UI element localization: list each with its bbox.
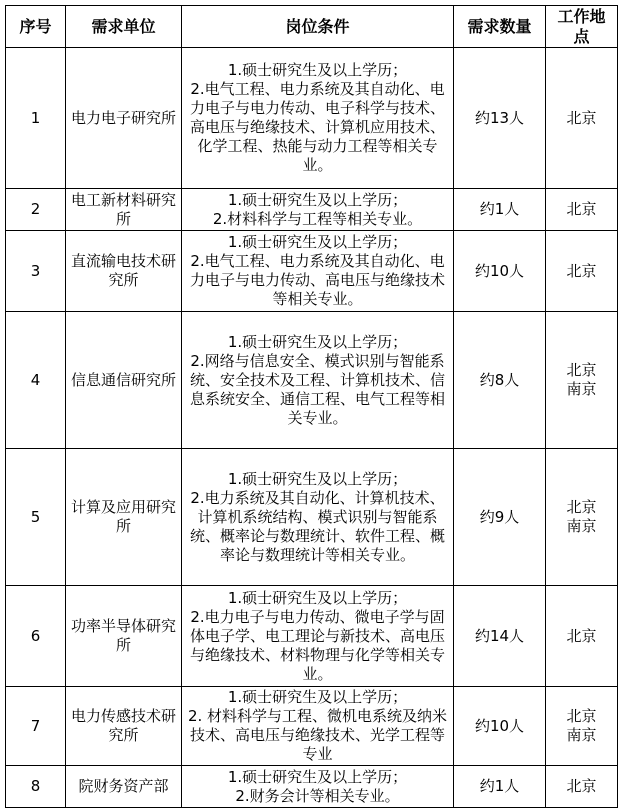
condition-line: 1.硕士研究生及以上学历； xyxy=(227,61,408,79)
header-unit: 需求单位 xyxy=(66,6,182,48)
location-city: 北京 xyxy=(566,626,597,645)
row-location xyxy=(546,766,618,808)
row-seq: 3 xyxy=(6,231,66,312)
row-conditions xyxy=(182,48,454,189)
condition-line: 2.电力系统及其自动化、计算机技术、计算机系统结构、模式识别与智能系统、概率论与数理统计、软件工程、概率论与数理统计等相关专业。 xyxy=(189,488,445,564)
location-city: 南京 xyxy=(566,380,597,398)
row-quantity: 约1人 xyxy=(454,766,546,808)
condition-line: 2.网络与信息安全、模式识别与智能系统、安全技术及工程、计算机技术、信息系统安全、通信工程、电气工程等相关专业。 xyxy=(189,351,445,427)
recruitment-table xyxy=(5,5,618,808)
row-seq: 1 xyxy=(6,48,66,189)
row-unit: 信息通信研究所 xyxy=(66,312,182,449)
condition-line: 1.硕士研究生及以上学历； xyxy=(227,767,408,786)
condition-line: 1.硕士研究生及以上学历； xyxy=(227,688,408,706)
condition-line: 2.电力电子与电力传动、微电子学与固体电子学、电工理论与新技术、高电压与绝缘技术、材料物理与化学等相关专业。 xyxy=(189,607,445,683)
condition-line: 2.财务会计等相关专业。 xyxy=(235,786,400,805)
header-row xyxy=(6,6,618,48)
row-seq: 4 xyxy=(6,312,66,449)
condition-line: 2. 材料科学与工程、微机电系统及纳米技术、高电压与绝缘技术、光学工程等专业 xyxy=(187,707,448,763)
row-conditions xyxy=(182,687,454,766)
location-city: 南京 xyxy=(566,517,597,535)
row-quantity: 约10人 xyxy=(454,687,546,766)
row-unit: 功率半导体研究所 xyxy=(66,586,182,687)
location-city: 北京 xyxy=(566,261,597,280)
row-location xyxy=(546,189,618,231)
row-quantity: 约8人 xyxy=(454,312,546,449)
row-conditions xyxy=(182,312,454,449)
row-conditions xyxy=(182,766,454,808)
row-location xyxy=(546,312,618,449)
row-seq: 8 xyxy=(6,766,66,808)
table-row xyxy=(6,449,618,586)
row-location xyxy=(546,48,618,189)
row-location xyxy=(546,449,618,586)
row-quantity: 约10人 xyxy=(454,231,546,312)
row-unit: 电力电子研究所 xyxy=(66,48,182,189)
row-seq: 2 xyxy=(6,189,66,231)
location-city: 北京 xyxy=(566,777,597,795)
condition-line: 1.硕士研究生及以上学历； xyxy=(227,588,408,607)
row-unit: 电工新材料研究所 xyxy=(66,189,182,231)
condition-line: 2.电气工程、电力系统及其自动化、电力电子与电力传动、高电压与绝缘技术等相关专业。 xyxy=(189,252,445,308)
row-unit: 计算及应用研究所 xyxy=(66,449,182,586)
header-conditions: 岗位条件 xyxy=(182,6,454,48)
row-seq: 6 xyxy=(6,586,66,687)
table-body xyxy=(6,48,618,808)
table-row xyxy=(6,189,618,231)
condition-line: 1.硕士研究生及以上学历； xyxy=(227,332,408,351)
location-city: 北京 xyxy=(566,200,597,218)
row-quantity: 约13人 xyxy=(454,48,546,189)
row-unit: 院财务资产部 xyxy=(66,766,182,808)
row-conditions xyxy=(182,449,454,586)
table-row xyxy=(6,687,618,766)
row-unit: 电力传感技术研究所 xyxy=(66,687,182,766)
row-quantity: 约9人 xyxy=(454,449,546,586)
row-location xyxy=(546,586,618,687)
row-conditions xyxy=(182,231,454,312)
location-city: 北京 xyxy=(566,361,597,379)
row-seq: 7 xyxy=(6,687,66,766)
condition-line: 1.硕士研究生及以上学历； xyxy=(227,233,408,251)
row-location xyxy=(546,687,618,766)
location-city: 北京 xyxy=(566,108,597,127)
row-conditions xyxy=(182,189,454,231)
header-quantity: 需求数量 xyxy=(454,6,546,48)
header-seq: 序号 xyxy=(6,6,66,48)
table-row xyxy=(6,48,618,189)
condition-line: 1.硕士研究生及以上学历； xyxy=(227,190,408,209)
header-location: 工作地点 xyxy=(546,6,618,48)
location-city: 南京 xyxy=(566,726,597,744)
row-quantity: 约1人 xyxy=(454,189,546,231)
row-location xyxy=(546,231,618,312)
condition-line: 2.材料科学与工程等相关专业。 xyxy=(212,209,423,228)
table-row xyxy=(6,766,618,808)
row-conditions xyxy=(182,586,454,687)
table-row xyxy=(6,312,618,449)
table-row xyxy=(6,231,618,312)
row-seq: 5 xyxy=(6,449,66,586)
row-unit: 直流输电技术研究所 xyxy=(66,231,182,312)
table-row xyxy=(6,586,618,687)
condition-line: 1.硕士研究生及以上学历； xyxy=(227,469,408,488)
row-quantity: 约14人 xyxy=(454,586,546,687)
condition-line: 2.电气工程、电力系统及其自动化、电力电子与电力传动、电子科学与技术、高电压与绝缘技术、计算机应用技术、化学工程、热能与动力工程等相关专业。 xyxy=(189,80,445,174)
location-city: 北京 xyxy=(566,707,597,725)
location-city: 北京 xyxy=(566,498,597,516)
